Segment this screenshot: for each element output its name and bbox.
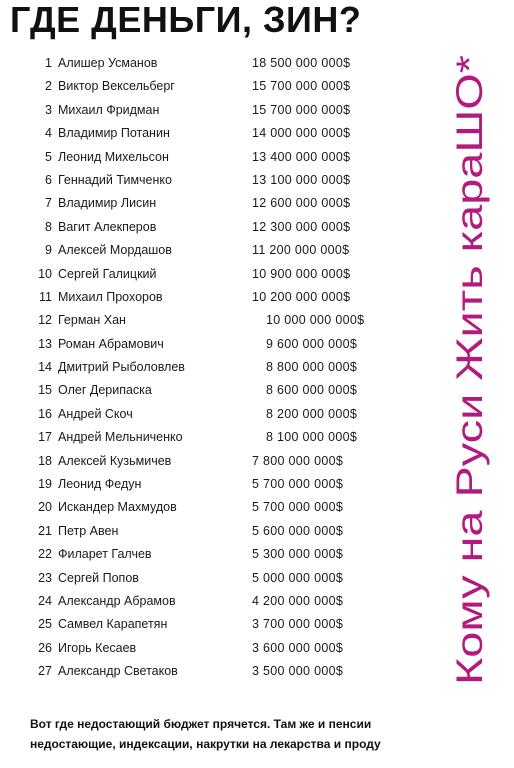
rank-number: 5 bbox=[45, 149, 52, 164]
list-item bbox=[32, 122, 452, 145]
list-item bbox=[32, 169, 452, 192]
page-title: ГДЕ ДЕНЬГИ, ЗИН? bbox=[10, 0, 362, 40]
person-name: Игорь Кесаев bbox=[58, 640, 137, 655]
person-name: Геннадий Тимченко bbox=[58, 172, 172, 187]
person-name: Виктор Вексельберг bbox=[58, 79, 175, 94]
wealth-amount: 12 600 000 000$ bbox=[252, 196, 351, 211]
rank-number: 22 bbox=[38, 547, 52, 562]
wealth-amount: 3 600 000 000$ bbox=[252, 640, 344, 655]
wealth-amount: 5 000 000 000$ bbox=[252, 570, 344, 585]
person-name: Александр Абрамов bbox=[58, 593, 176, 608]
rank-number: 4 bbox=[45, 126, 52, 141]
footer-line-2: недостающие, индексации, накрутки на лекарства и проду bbox=[30, 737, 381, 751]
wealth-amount: 13 400 000 000$ bbox=[252, 149, 351, 164]
rank-number: 18 bbox=[38, 453, 52, 468]
list-item bbox=[32, 263, 452, 286]
wealth-amount: 9 600 000 000$ bbox=[266, 336, 358, 351]
rank-number: 1 bbox=[45, 56, 52, 70]
wealth-amount: 15 700 000 000$ bbox=[252, 79, 351, 94]
list-item bbox=[32, 426, 452, 449]
wealth-amount: 13 100 000 000$ bbox=[252, 172, 351, 187]
list-item bbox=[32, 543, 452, 566]
wealth-amount: 4 200 000 000$ bbox=[252, 593, 344, 608]
person-name: Леонид Федун bbox=[58, 477, 142, 492]
list-item bbox=[32, 473, 452, 496]
wealth-amount: 8 600 000 000$ bbox=[266, 383, 358, 398]
list-item bbox=[32, 590, 452, 613]
wealth-amount: 5 300 000 000$ bbox=[252, 547, 344, 562]
wealth-amount: 11 200 000 000$ bbox=[252, 243, 350, 258]
wealth-amount: 5 700 000 000$ bbox=[252, 500, 344, 515]
wealth-amount: 10 000 000 000$ bbox=[266, 313, 365, 328]
rank-number: 6 bbox=[45, 172, 52, 187]
list-item bbox=[32, 520, 452, 543]
side-caption-text: Кому на Руси Жить караШО* bbox=[449, 187, 490, 685]
list-item bbox=[32, 192, 452, 215]
person-name: Петр Авен bbox=[58, 523, 119, 538]
person-name: Владимир Потанин bbox=[58, 126, 170, 141]
footer-line-1: Вот где недостающий бюджет прячется. Там же и пенсии bbox=[30, 717, 372, 731]
rank-number: 14 bbox=[38, 360, 52, 375]
side-caption bbox=[436, 40, 496, 690]
rank-number: 17 bbox=[38, 430, 52, 445]
person-name: Александр Светаков bbox=[58, 664, 178, 679]
rank-number: 23 bbox=[38, 570, 52, 585]
person-name: Алексей Мордашов bbox=[58, 243, 172, 258]
wealth-amount: 3 700 000 000$ bbox=[252, 617, 344, 632]
person-name: Вагит Алекперов bbox=[58, 219, 157, 234]
person-name: Искандер Махмудов bbox=[58, 500, 177, 515]
wealth-amount: 12 300 000 000$ bbox=[252, 219, 351, 234]
wealth-amount: 5 700 000 000$ bbox=[252, 477, 344, 492]
person-name: Михаил Прохоров bbox=[58, 289, 163, 304]
rank-number: 19 bbox=[38, 477, 52, 492]
rank-number: 8 bbox=[45, 219, 52, 234]
wealth-amount: 10 900 000 000$ bbox=[252, 266, 351, 281]
rank-number: 13 bbox=[38, 336, 52, 351]
list-item bbox=[32, 637, 452, 660]
rank-number: 10 bbox=[38, 266, 52, 281]
rank-number: 7 bbox=[45, 196, 52, 211]
list-item bbox=[32, 75, 452, 98]
list-item bbox=[32, 613, 452, 636]
list-item bbox=[32, 379, 452, 402]
person-name: Владимир Лисин bbox=[58, 196, 157, 211]
rank-number: 27 bbox=[38, 664, 52, 679]
person-name: Олег Дерипаска bbox=[58, 383, 152, 398]
list-item bbox=[32, 356, 452, 379]
wealth-amount: 10 200 000 000$ bbox=[252, 289, 351, 304]
list-item bbox=[32, 216, 452, 239]
wealth-amount: 14 000 000 000$ bbox=[252, 126, 351, 141]
rank-number: 11 bbox=[39, 289, 52, 304]
rank-number: 2 bbox=[45, 79, 52, 94]
side-caption-svg bbox=[436, 40, 496, 690]
person-name: Сергей Галицкий bbox=[58, 266, 157, 281]
list-item bbox=[32, 333, 452, 356]
wealth-amount: 8 200 000 000$ bbox=[266, 406, 358, 421]
rank-number: 16 bbox=[38, 406, 52, 421]
person-name: Михаил Фридман bbox=[58, 102, 160, 117]
rank-number: 25 bbox=[38, 617, 52, 632]
person-name: Сергей Попов bbox=[58, 570, 139, 585]
list-item bbox=[32, 309, 452, 332]
list-item bbox=[32, 660, 452, 683]
wealth-amount: 5 600 000 000$ bbox=[252, 523, 344, 538]
person-name: Филарет Галчев bbox=[58, 547, 152, 562]
person-name: Дмитрий Рыболовлев bbox=[58, 360, 185, 375]
wealth-amount: 18 500 000 000$ bbox=[252, 56, 351, 70]
wealth-amount: 8 100 000 000$ bbox=[266, 430, 358, 445]
person-name: Андрей Скоч bbox=[58, 406, 133, 421]
wealth-amount: 7 800 000 000$ bbox=[252, 453, 344, 468]
rank-number: 15 bbox=[38, 383, 52, 398]
list-item bbox=[32, 52, 452, 75]
wealth-amount: 8 800 000 000$ bbox=[266, 360, 358, 375]
list-item bbox=[32, 286, 452, 309]
person-name: Самвел Карапетян bbox=[58, 617, 168, 632]
list-item bbox=[32, 99, 452, 122]
rank-number: 21 bbox=[38, 523, 52, 538]
list-item bbox=[32, 239, 452, 262]
rank-number: 9 bbox=[45, 243, 52, 258]
rank-number: 26 bbox=[38, 640, 52, 655]
list-item bbox=[32, 403, 452, 426]
person-name: Леонид Михельсон bbox=[58, 149, 169, 164]
list-item bbox=[32, 146, 452, 169]
wealth-amount: 15 700 000 000$ bbox=[252, 102, 351, 117]
list-item bbox=[32, 567, 452, 590]
list-item bbox=[32, 450, 452, 473]
rank-number: 12 bbox=[38, 313, 52, 328]
rank-number: 20 bbox=[38, 500, 52, 515]
person-name: Алексей Кузьмичев bbox=[58, 453, 172, 468]
list-item bbox=[32, 496, 452, 519]
footer-text bbox=[30, 714, 510, 754]
person-name: Герман Хан bbox=[58, 313, 126, 328]
rank-number: 3 bbox=[45, 102, 52, 117]
wealth-amount: 3 500 000 000$ bbox=[252, 664, 344, 679]
person-name: Алишер Усманов bbox=[58, 56, 158, 70]
person-name: Андрей Мельниченко bbox=[58, 430, 183, 445]
person-name: Роман Абрамович bbox=[58, 336, 164, 351]
billionaire-list bbox=[32, 52, 452, 684]
rank-number: 24 bbox=[38, 593, 52, 608]
